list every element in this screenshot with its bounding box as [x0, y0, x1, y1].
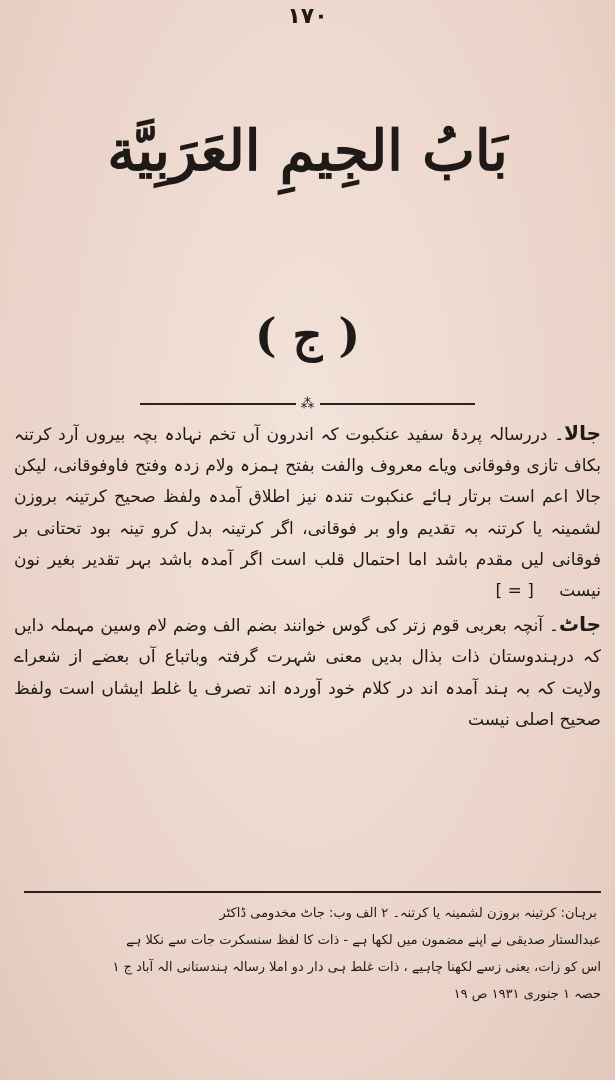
divider-line-left	[140, 403, 296, 405]
footnote-line: اس کو زات، یعنی زسے لکھنا چاہیے ، ذات غلط ہی دار دو املا رسالہ ہندستانی الہ آباد ج ۱	[112, 960, 601, 975]
entry-text: ۔ دررسالہ پردۂ سفید عنکبوت کہ اندرون آں تخم نہادہ بچہ بیروں آرد کرتنہ بکاف تازی وفوقانی ویاے معروف والفت بفتح ہمزہ ولام زدہ وفتح فاوفوقانی، لیکن جالا اعم است برتار ہائے عنکبوت تندہ نیز اطلاق آمدہ ولفظ صحیح کرتینہ بروزن لشمینہ یا کرتنہ بہ تقدیم واو بر فوقانی، اگر کرتینہ بدل کرو تینہ بود تحتانی بر فوقانی لیں مقدم باشد اما احتمال قلب است اگر آمدہ باشد بہر تقدیر بغیر نون نیست	[14, 425, 601, 602]
ornament-divider	[140, 396, 475, 412]
entry-reference: [ = ]	[495, 581, 534, 602]
entry-paragraph	[14, 609, 601, 736]
footnotes	[14, 900, 601, 1008]
letter-heading: ( ج )	[254, 308, 361, 362]
chapter-title: بَابُ الجِيمِ العَرَبِيَّة	[107, 118, 508, 184]
footnote-divider	[24, 891, 601, 893]
footnote-line: عبدالستار صدیقی نے اپنے مضمون میں لکھا ہے - ذات کا لفظ سنسکرت جات سے نکلا ہے	[126, 933, 601, 948]
entry-text: ۔ آنچہ بعربی قوم زتر کی گوس خوانند بضم الف وضم لام وسین مہملہ دایں کہ درہندوستان ذات بذال بدیں معنی شہرت گرفتہ وباتباع آں بعضے از شعراے ولایت کہ بہ ہند آمدہ اند در کلام خود آوردہ اند تصرف یا غلط ایشاں است ولفظ صحیح اصلی نیست	[14, 616, 601, 730]
divider-line-right	[320, 403, 476, 405]
entry-headword: جالا	[564, 421, 601, 445]
entry-paragraph	[14, 418, 601, 607]
dictionary-entries	[14, 418, 601, 736]
asterism-icon: ⁂	[300, 396, 315, 412]
footnote-line: حصہ ۱ جنوری ۱۹۳۱ ص ۱۹	[453, 987, 601, 1002]
footnote-line: ٔ برہان: کرتینہ بروزن لشمینہ یا کرتنہ۔ ۲ الف وب: جاٹ مخدومی ڈاکٹر	[219, 906, 601, 921]
entry-headword: جاٹ	[558, 612, 601, 637]
page-number: ۱۷۰	[287, 4, 328, 29]
